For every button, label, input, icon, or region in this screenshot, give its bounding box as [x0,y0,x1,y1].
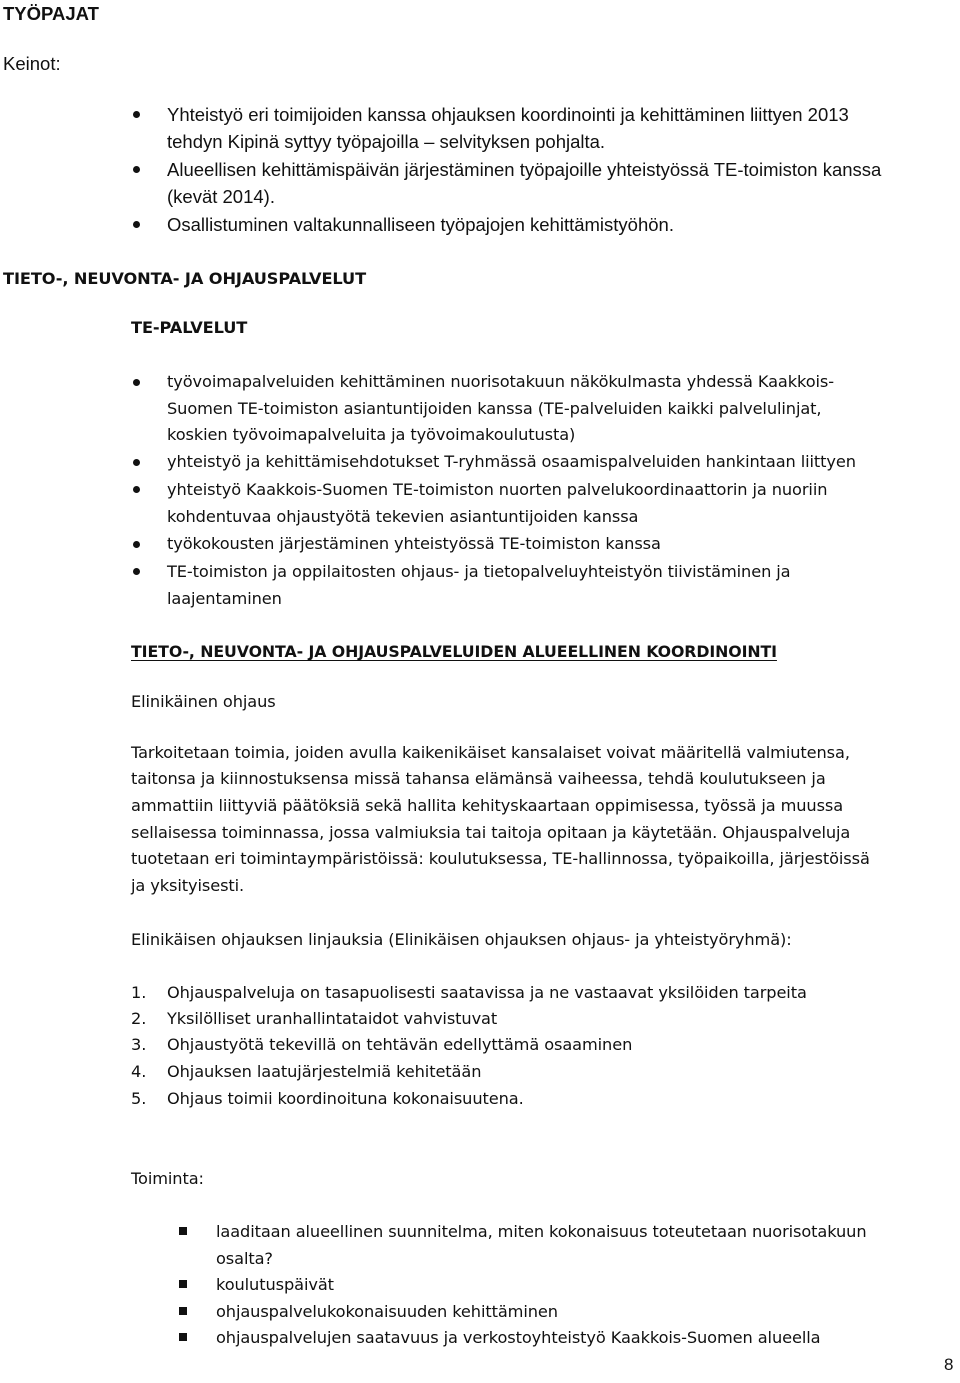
list-item: laajentaminen [167,589,282,608]
list-item: osalta? [216,1249,273,1268]
bullet-icon [133,111,140,118]
paragraph-line: taitonsa ja kiinnostuksensa missä tahansa elämänsä vaiheessa, tehdä koulutukseen ja [131,769,826,788]
square-bullet-icon [179,1280,187,1288]
list-item: yhteistyö Kaakkois-Suomen TE-toimiston nuorten palvelukoordinaattorin ja nuoriin [167,480,828,499]
list-number: 5. [131,1089,147,1108]
heading-tyopajat: TYÖPAJAT [3,3,99,24]
linjaukset-label: Elinikäisen ohjauksen linjauksia (Elinikäisen ohjauksen ohjaus- ja yhteistyöryhmä): [131,930,792,949]
list-item: yhteistyö ja kehittämisehdotukset T-ryhmässä osaamispalveluiden hankintaan liittyen [167,452,856,471]
list-item: Ohjaus toimii koordinoituna kokonaisuutena. [167,1089,524,1108]
keinot-label: Keinot: [3,53,61,74]
bullet-icon [133,541,140,548]
toiminta-label: Toiminta: [131,1169,204,1188]
bullet-icon [133,459,140,466]
list-item: Alueellisen kehittämispäivän järjestäminen työpajoille yhteistyössä TE-toimiston kanssa [167,159,882,180]
bullet-icon [133,486,140,493]
list-item: ohjauspalvelujen saatavuus ja verkostoyhteistyö Kaakkois-Suomen alueella [216,1328,821,1347]
list-item: kohdentuvaa ohjaustyötä tekevien asiantuntijoiden kanssa [167,507,639,526]
list-item: työkokousten järjestäminen yhteistyössä TE-toimiston kanssa [167,534,661,553]
bullet-icon [133,166,140,173]
bullet-icon [133,379,140,386]
paragraph-line: sellaisessa toiminnassa, jossa valmiuksia tai taitoja opitaan ja käytetään. Ohjauspalveluja [131,823,851,842]
list-number: 2. [131,1009,147,1028]
paragraph-line: ja yksityisesti. [131,876,245,895]
paragraph-line: Tarkoitetaan toimia, joiden avulla kaikenikäiset kansalaiset voivat määritellä valmiutensa, [131,743,850,762]
square-bullet-icon [179,1333,187,1341]
subheading-te-palvelut: TE-PALVELUT [131,318,248,337]
list-item: Ohjaustyötä tekevillä on tehtävän edellyttämä osaaminen [167,1035,633,1054]
list-item: Ohjauspalveluja on tasapuolisesti saatavissa ja ne vastaavat yksilöiden tarpeita [167,983,807,1002]
square-bullet-icon [179,1307,187,1315]
square-bullet-icon [179,1227,187,1235]
list-item: koulutuspäivät [216,1275,334,1294]
list-item: Yksilölliset uranhallintataidot vahvistuvat [167,1009,498,1028]
paragraph-line: tuotetaan eri toimintaympäristöissä: koulutuksessa, TE-hallinnossa, työpaikoilla, järjestöissä [131,849,870,868]
list-item: työvoimapalveluiden kehittäminen nuorisotakuun näkökulmasta yhdessä Kaakkois- [167,372,834,391]
bullet-icon [133,568,140,575]
list-item: TE-toimiston ja oppilaitosten ohjaus- ja tietopalveluyhteistyön tiivistäminen ja [167,562,791,581]
heading-tieto: TIETO-, NEUVONTA- JA OHJAUSPALVELUT [3,269,367,288]
subheading-elinikainen-ohjaus: Elinikäinen ohjaus [131,692,276,711]
list-item: ohjauspalvelukokonaisuuden kehittäminen [216,1302,558,1321]
heading-koordinointi: TIETO-, NEUVONTA- JA OHJAUSPALVELUIDEN ALUEELLINEN KOORDINOINTI [131,642,777,661]
list-item: koskien työvoimapalveluita ja työvoimakoulutusta) [167,425,576,444]
page-number: 8 [944,1355,954,1374]
paragraph-line: ammattiin liittyviä päätöksiä sekä hallita kehityskaartaan oppimisessa, työssä ja muussa [131,796,844,815]
bullet-icon [133,221,140,228]
list-number: 1. [131,983,147,1002]
list-item: Yhteistyö eri toimijoiden kanssa ohjauksen koordinointi ja kehittäminen liittyen 2013 [167,104,849,125]
list-item: laaditaan alueellinen suunnitelma, miten kokonaisuus toteutetaan nuorisotakuun [216,1222,867,1241]
list-item: Ohjauksen laatujärjestelmiä kehitetään [167,1062,482,1081]
list-number: 3. [131,1035,147,1054]
list-number: 4. [131,1062,147,1081]
list-item: Osallistuminen valtakunnalliseen työpajojen kehittämistyöhön. [167,214,674,235]
list-item: Suomen TE-toimiston asiantuntijoiden kanssa (TE-palveluiden kaikki palvelulinjat, [167,399,822,418]
list-item: tehdyn Kipinä syttyy työpajoilla – selvityksen pohjalta. [167,131,606,152]
list-item: (kevät 2014). [167,186,275,207]
